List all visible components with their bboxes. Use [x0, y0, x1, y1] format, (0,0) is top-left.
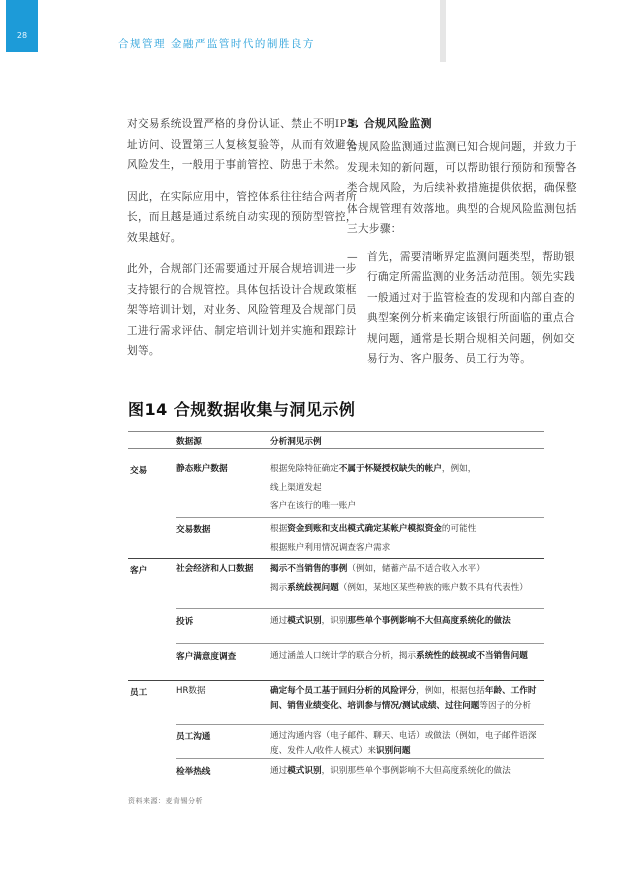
text: 客户在该行的唯一账户 — [270, 501, 356, 511]
left-paragraph-1: 对交易系统设置严格的身份认证、禁止不明IP地址访问、设置第三人复核复验等，从而有效避免风险发生，一般用于事前管控、防患于未然。 — [127, 118, 358, 171]
row-insight — [270, 649, 542, 664]
page-number: 28 — [16, 31, 28, 40]
row-insight — [270, 684, 542, 713]
header-data-source: 数据源 — [176, 437, 202, 447]
row-insight — [270, 729, 542, 758]
row-divider — [176, 643, 544, 644]
emphasis: 模式识别 — [287, 616, 322, 626]
emphasis: 系统性的歧视或不当销售问题 — [416, 651, 528, 661]
step-text-1: 首先，需要清晰界定监测问题类型，帮助银行确定所需监测的业务活动范围。领先实践一般通过对于监管检查的发现和内部自查的典型案例分析来确定该银行所面临的重点合规问题，通常是长期合规相关问题，例如交易行为、客户服务、员工行为等。 — [367, 250, 575, 365]
text: ，例如，根据包括 — [416, 686, 485, 696]
text: ，例如， — [441, 464, 477, 474]
emphasis: 不属于怀疑授权缺失的帐户 — [338, 464, 442, 474]
text: 线上渠道发起 — [270, 482, 322, 493]
text: 通过 — [270, 616, 288, 626]
section-intro: 合规风险监测通过监测已知合规问题，并致力于发现未知的新问题，可以帮助银行预防和预警各类合规风险，为后续补救措施提供依据，确保整体合规管理有效落地。典型的合规风险监测包括三大步骤： — [347, 141, 577, 235]
row-divider — [176, 724, 544, 725]
row-divider — [176, 758, 544, 759]
row-divider — [176, 517, 544, 518]
emphasis: 确定每个员工基于回归分析的风险评分 — [270, 686, 417, 696]
row-label: 静态账户数据 — [176, 464, 228, 474]
page-number-tab — [6, 0, 38, 52]
emphasis: 年龄、工作时间、销售业绩变化、培训参与情况/测试成绩、过往问题 — [270, 686, 537, 711]
page-header — [0, 0, 620, 58]
running-title: 合规管理 金融严监管时代的制胜良方 — [118, 38, 315, 50]
left-paragraph-2: 因此，在实际应用中，管控体系往往结合两者所长，而且越是通过系统自动实现的预防型管控，效果越好。 — [127, 190, 357, 244]
row-label: 交易数据 — [176, 525, 211, 535]
text: ，识别那些单个事例影响不大但高度系统化的做法 — [321, 766, 511, 776]
text: 根据免除特征确定 — [270, 464, 339, 474]
text: 通过沟通内容（电子邮件、聊天、电话）或做法（例如，电子邮件语深度、发件人/收件人模式）来 — [270, 731, 537, 756]
emphasis: 资金到账和支出模式确定某帐户模拟资金 — [287, 524, 442, 534]
text: 通过涵盖人口统计学的联合分析，揭示 — [270, 651, 417, 661]
group-divider — [128, 558, 544, 559]
dash-bullet: — — [347, 250, 358, 263]
text: （例如，储蓄产品不适合收入水平） — [347, 564, 485, 574]
header-decoration — [440, 0, 446, 62]
row-label: HR数据 — [176, 686, 206, 696]
row-label: 社会经济和人口数据 — [176, 564, 254, 574]
left-paragraph-3: 此外，合规部门还需要通过开展合规培训进一步支持银行的合规管控。具体包括设计合规政策框架等培训计划，对业务、风险管理及合规部门员工进行需求评估、制定培训计划并实施和跟踪计划等。 — [127, 263, 357, 357]
row-insight — [270, 462, 542, 514]
row-divider — [176, 608, 544, 609]
figure-title: 图14 合规数据收集与洞见示例 — [128, 400, 356, 419]
emphasis: 系统歧视问题 — [287, 582, 339, 593]
text: ，识别 — [321, 616, 348, 626]
right-column — [347, 114, 579, 370]
header-insight: 分析洞见示例 — [270, 437, 322, 447]
text: （例如，某地区某些种族的账户数不具有代表性） — [338, 582, 528, 593]
row-label: 员工沟通 — [176, 732, 211, 742]
text: 根据账户利用情况调查客户需求 — [270, 542, 391, 553]
emphasis: 那些单个事例影响不大但高度系统化的做法 — [347, 616, 511, 626]
table-header — [128, 431, 544, 449]
row-label: 检举热线 — [176, 767, 211, 777]
emphasis: 识别问题 — [376, 745, 411, 756]
row-insight — [270, 764, 542, 779]
emphasis: 模式识别 — [287, 766, 322, 776]
step-item-1 — [347, 247, 579, 370]
text: 通过 — [270, 766, 288, 776]
row-insight — [270, 522, 542, 555]
row-label: 投诉 — [176, 617, 194, 627]
row-label: 客户满意度调查 — [176, 652, 237, 662]
text: 等因子的分析 — [479, 700, 531, 711]
group-divider — [128, 680, 544, 681]
emphasis: 揭示不当销售的事例 — [270, 564, 348, 574]
group-label-staff: 员工 — [130, 688, 148, 698]
row-insight — [270, 562, 542, 595]
figure-source: 资料来源：麦肯锡分析 — [128, 797, 203, 805]
text: 揭示 — [270, 582, 288, 593]
left-column — [127, 114, 359, 373]
text: 的可能性 — [441, 524, 477, 534]
row-insight — [270, 614, 542, 629]
section-title: 3. 合规风险监测 — [347, 117, 432, 130]
text: 根据 — [270, 524, 288, 534]
group-label-customer: 客户 — [130, 566, 148, 576]
group-label-transaction: 交易 — [130, 466, 148, 476]
